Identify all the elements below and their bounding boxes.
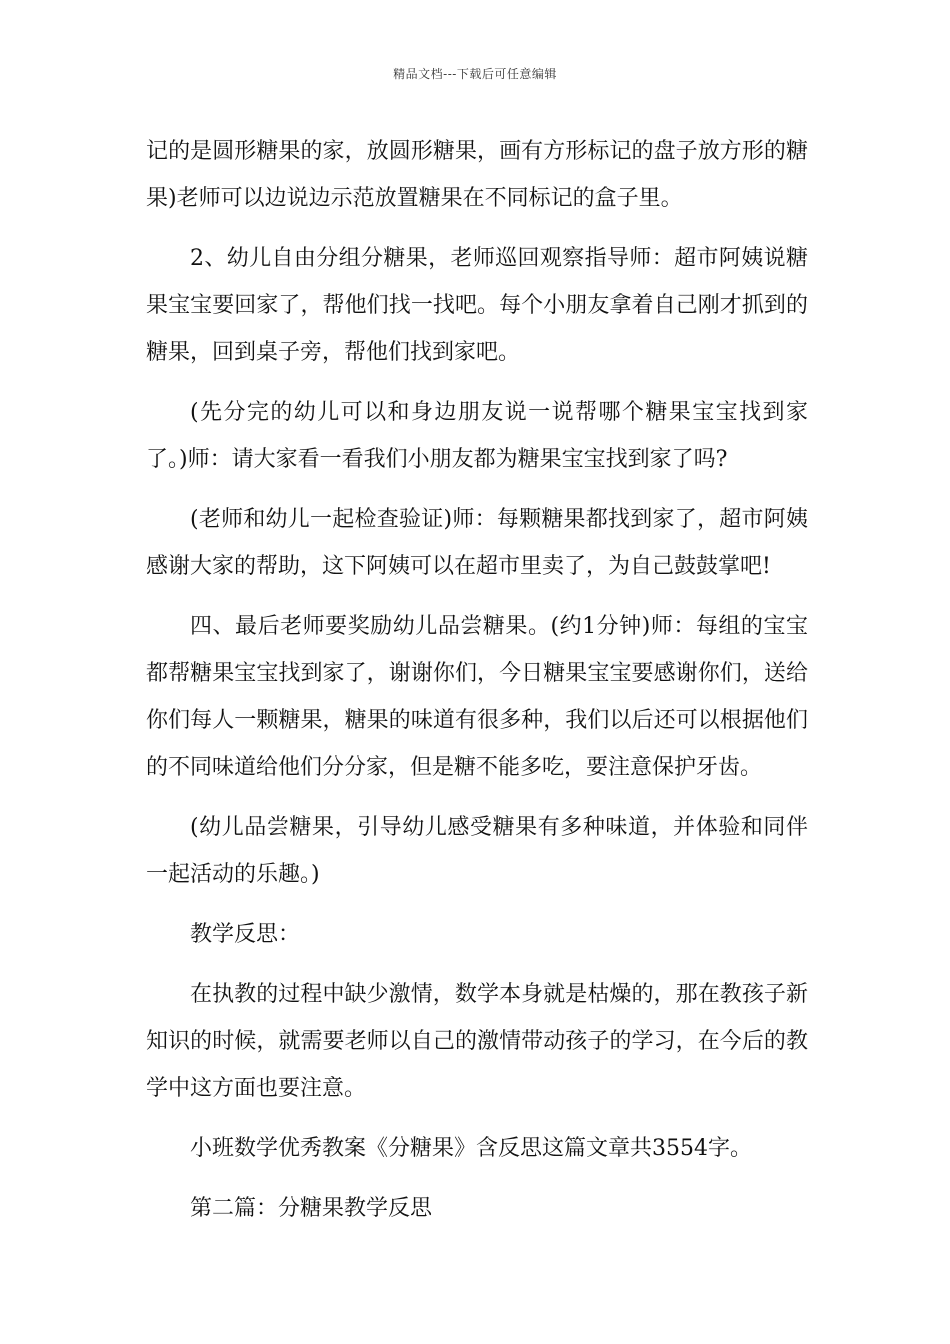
section-heading: 教学反思：	[190, 922, 301, 947]
paragraph: 记的是圆形糖果的家，放圆形糖果，画有方形标记的盘子放方形的糖果)老师可以边说边示范放置糖果在不同标记的盒子里。	[146, 139, 808, 211]
paragraph: 小班数学优秀教案《分糖果》含反思这篇文章共3554字。	[190, 1136, 752, 1161]
page-header: 精品文档---下载后可任意编辑	[393, 67, 557, 81]
section-heading: 第二篇：分糖果教学反思	[190, 1196, 433, 1221]
paragraph: (老师和幼儿一起检查验证)师：每颗糖果都找到家了，超市阿姨感谢大家的帮助，这下阿姨可以在超市里卖了，为自己鼓鼓掌吧!	[146, 507, 808, 579]
document-body	[146, 128, 808, 1245]
paragraph: 在执教的过程中缺少激情，数学本身就是枯燥的，那在教孩子新知识的时候，就需要老师以自己的激情带动孩子的学习，在今后的教学中这方面也要注意。	[146, 982, 808, 1101]
paragraph: (先分完的幼儿可以和身边朋友说一说帮哪个糖果宝宝找到家了。)师：请大家看一看我们小朋友都为糖果宝宝找到家了吗?	[146, 400, 808, 472]
paragraph: 2、幼儿自由分组分糖果，老师巡回观察指导师：超市阿姨说糖果宝宝要回家了，帮他们找一找吧。每个小朋友拿着自己刚才抓到的糖果，回到桌子旁，帮他们找到家吧。	[146, 246, 808, 365]
paragraph: 四、最后老师要奖励幼儿品尝糖果。(约1分钟)师：每组的宝宝都帮糖果宝宝找到家了，谢谢你们，今日糖果宝宝要感谢你们，送给你们每人一颗糖果，糖果的味道有很多种，我们以后还可以根据他们的不同味道给他们分分家，但是糖不能多吃，要注意保护牙齿。	[146, 614, 808, 780]
paragraph: (幼儿品尝糖果，引导幼儿感受糖果有多种味道，并体验和同伴一起活动的乐趣。)	[146, 815, 808, 887]
